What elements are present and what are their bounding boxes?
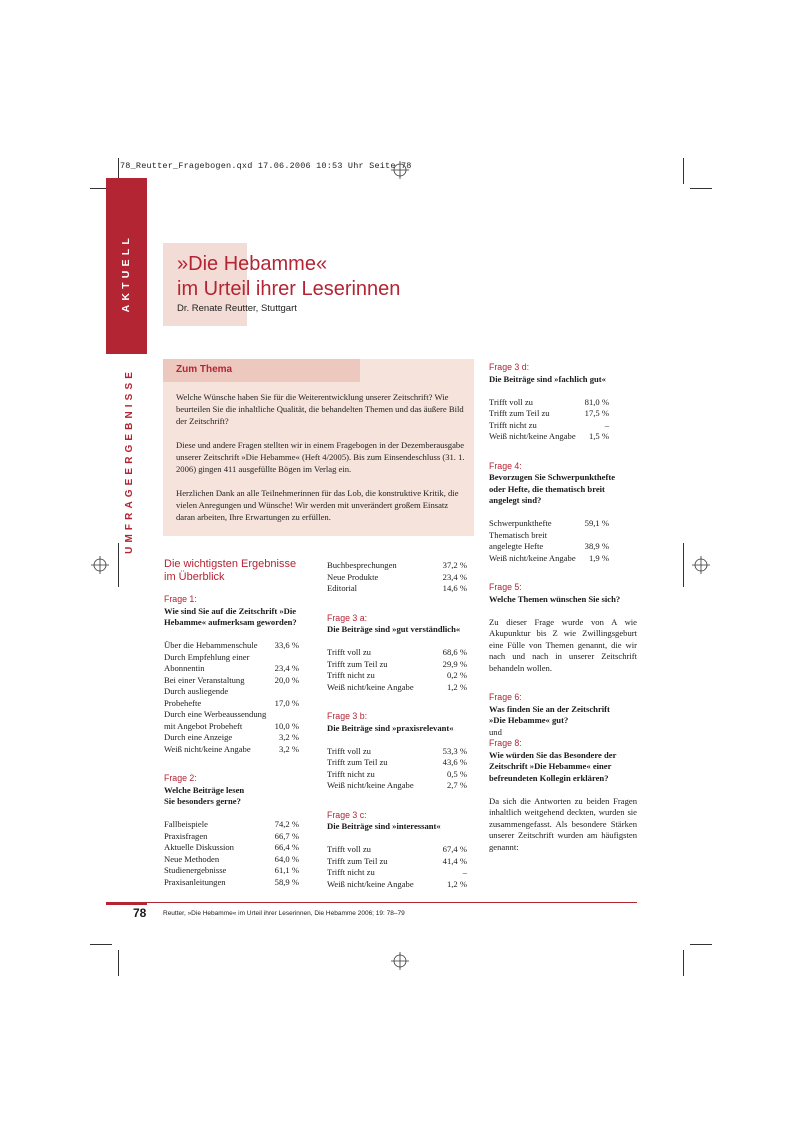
result-label: Aktuelle Diskussion [164,842,234,852]
crop-mark [118,543,119,587]
result-row [164,877,299,889]
result-row [327,856,467,868]
question-text [489,472,637,507]
result-row [164,686,299,698]
result-label: Trifft voll zu [327,647,371,657]
result-label: Weiß nicht/keine Angabe [327,780,414,790]
page-title [177,252,400,302]
result-label: Trifft nicht zu [327,768,375,779]
answer-text: Zu dieser Frage wurde von A wie Akupunktur bis Z wie Zwillingsgeburt eine Fülle von Themen genannt, die wir nach und nach in unserer Zeitschrift behandeln wollen. [489,616,637,673]
result-label: Weiß nicht/keine Angabe [164,743,251,754]
result-label: Trifft nicht zu [489,419,537,430]
result-list [327,746,467,792]
result-row [164,640,299,652]
overview-title [164,558,299,584]
question-text-line: Welche Beiträge lesen [164,784,245,795]
result-value: 17,0 % [274,697,299,708]
result-value: 0,2 % [446,670,467,680]
result-label: Trifft nicht zu [327,867,375,877]
crop-mark [90,944,112,945]
result-label: Bei einer Veranstaltung [164,674,245,685]
result-row [164,819,299,831]
result-row [327,560,467,572]
result-list [489,518,609,564]
result-label: Trifft zum Teil zu [327,658,388,669]
result-label: Durch eine Anzeige [164,732,233,742]
crop-mark [683,950,684,976]
result-row [164,663,299,675]
result-list [489,397,609,443]
result-label: Durch Empfehlung einer [164,651,250,662]
result-label: Trifft zum Teil zu [327,757,388,767]
intro-box-header [163,359,360,382]
result-row [327,583,467,595]
result-row [327,844,467,856]
result-row [489,518,609,530]
result-row [327,659,467,671]
result-label: Praxisanleitungen [164,876,226,887]
result-value: 10,0 % [274,720,299,731]
result-list [164,819,299,888]
result-row [327,572,467,584]
result-row [489,397,609,409]
category-label: UMFRAGEERGEBNISSE [124,368,135,554]
footer-rule [106,902,637,903]
intro-paragraph: Diese und andere Fragen stellten wir in einem Fragebogen in der Dezemberausgabe unserer Zeitschrift »Die Hebamme« (Heft 4/2005). Bis zum Einsendeschluss (31. 1. 2006) gingen 411 ausgefüllte Bögen im Verlag ein. [176,440,465,474]
result-row [164,744,299,756]
result-value: 74,2 % [274,819,299,829]
result-row [489,541,609,553]
result-value: 58,9 % [274,876,299,887]
result-row [327,670,467,682]
question-text-line: Sie besonders gerne? [164,796,241,806]
question-text: Wie sind Sie auf die Zeitschrift »Die Hebamme« aufmerksam geworden? [164,605,297,627]
column-3 [489,362,637,853]
result-label: Trifft voll zu [489,396,533,407]
overview-title-line: im Überblick [164,571,225,583]
result-row [489,420,609,432]
question-label: Frage 3 c: [327,809,367,820]
result-row [164,709,299,721]
result-label: Neue Methoden [164,853,220,864]
result-label: Trifft zum Teil zu [489,408,550,418]
result-label: Trifft nicht zu [327,670,375,680]
question-text: Welche Themen wünschen Sie sich? [489,593,621,604]
registration-mark-icon [391,952,409,970]
result-value: – [604,419,609,430]
result-label: Trifft zum Teil zu [327,855,388,866]
author: Dr. Renate Reutter, Stuttgart [177,303,297,314]
result-label: Neue Produkte [327,571,379,582]
print-slug: 78_Reutter_Fragebogen.qxd 17.06.2006 10:53 Uhr Seite 78 [120,161,412,171]
result-value: 2,7 % [446,780,467,790]
question-text-line: oder Hefte, die thematisch breit [489,483,605,494]
result-list [327,560,467,595]
question-text-line: Bevorzugen Sie Schwerpunkthefte [489,472,616,482]
result-label: Fallbeispiele [164,819,208,829]
question-text [489,704,637,727]
result-value: 38,9 % [584,541,609,551]
result-value: 61,1 % [274,865,299,875]
result-label: Studienergebnisse [164,865,227,875]
result-label: Abonnentin [164,663,205,673]
result-row [327,879,467,891]
result-row [164,652,299,664]
result-label: Durch eine Werbeaussendung [164,709,267,719]
question-label: Frage 3 a: [327,612,368,623]
question-label: Frage 8: [489,738,522,748]
result-value: 14,6 % [442,583,467,593]
result-value: 33,6 % [274,640,299,650]
result-value: 66,4 % [274,842,299,852]
conjunction: und [489,726,502,737]
result-row [164,732,299,744]
result-value: 37,2 % [442,560,467,570]
result-label: Weiß nicht/keine Angabe [327,878,414,889]
question-label: Frage 4: [489,460,522,471]
result-row [327,780,467,792]
result-value: 20,0 % [274,674,299,685]
result-row [327,647,467,659]
result-value: 1,5 % [588,431,609,441]
result-row [164,842,299,854]
result-value: 0,5 % [446,768,467,779]
intro-box [163,359,474,536]
result-value: 41,4 % [442,855,467,866]
result-value: 67,4 % [442,844,467,854]
result-label: Editorial [327,583,358,593]
question-text: Die Beiträge sind »gut verständlich« [327,624,461,634]
question-label: Frage 1: [164,594,197,604]
result-list [327,647,467,693]
result-value: 81,0 % [584,396,609,407]
result-value: 29,9 % [442,658,467,669]
question-label: Frage 3 d: [489,362,530,372]
question-text-line: angelegt sind? [489,495,542,505]
result-label: Über die Hebammenschule [164,640,258,650]
result-value: – [462,867,467,877]
result-value: 23,4 % [442,571,467,582]
result-row [164,675,299,687]
result-row [164,854,299,866]
result-list [164,640,299,755]
result-value: 66,7 % [274,830,299,841]
title-line: im Urteil ihrer Leserinnen [177,278,401,300]
result-row [327,769,467,781]
result-row [489,431,609,443]
result-value: 1,2 % [446,878,467,889]
question-text: Die Beiträge sind »interessant« [327,821,441,831]
crop-mark [683,158,684,184]
question-text: Die Beiträge sind »fachlich gut« [489,373,606,384]
question-text-line: Was finden Sie an der Zeitschrift [489,703,610,714]
result-value: 59,1 % [584,518,609,528]
result-value: 3,2 % [278,743,299,754]
result-label: Buchbesprechungen [327,560,397,570]
result-value: 43,6 % [442,757,467,767]
intro-box-heading: Zum Thema [176,364,233,375]
question-text: Die Beiträge sind »praxisrelevant« [327,722,454,733]
overview-title-line: Die wichtigsten Ergebnisse [164,558,297,570]
result-label: Thematisch breit [489,529,547,540]
intro-paragraph: Herzlichen Dank an alle Teilnehmerinnen für das Lob, die konstruktive Kritik, die vielen Anregungen und Wünsche! Wir werden mit unverändert großem Einsatz daran arbeiten, Ihre Erwartungen zu erfüllen. [176,488,459,522]
result-row [489,408,609,420]
crop-mark [118,950,119,976]
result-label: Weiß nicht/keine Angabe [327,681,414,692]
result-row [327,867,467,879]
result-value: 64,0 % [274,853,299,864]
result-list [327,844,467,890]
section-label: AKTUELL [120,234,132,313]
result-value: 3,2 % [278,732,299,742]
result-label: Schwerpunkthefte [489,518,552,528]
result-label: Trifft voll zu [327,844,371,854]
result-row [164,865,299,877]
answer-text: Da sich die Antworten zu beiden Fragen inhaltlich weitgehend deckten, wurden sie zusammengefasst. Als besondere Stärken unserer Zeitschrift wurden am häufigsten genannt: [489,795,637,852]
result-row [327,746,467,758]
result-value: 1,2 % [446,681,467,692]
footer-citation: Reutter, »Die Hebamme« im Urteil ihrer Leserinnen, Die Hebamme 2006; 19: 78–79 [163,910,405,917]
result-label: Durch ausliegende [164,686,229,696]
page-number: 78 [133,906,147,920]
result-label: Trifft voll zu [327,745,371,756]
crop-mark [683,543,684,587]
result-label: Probehefte [164,697,202,708]
result-row [489,553,609,565]
intro-box-body [176,391,466,535]
result-value: 17,5 % [584,408,609,418]
crop-mark [690,944,712,945]
result-label: Praxisfragen [164,830,208,841]
result-row [327,757,467,769]
result-label: Weiß nicht/keine Angabe [489,552,576,563]
crop-mark [690,188,712,189]
footer-bar [106,902,147,905]
result-label: mit Angebot Probeheft [164,720,243,731]
result-row [489,530,609,542]
intro-paragraph: Welche Wünsche haben Sie für die Weiterentwicklung unserer Zeitschrift? Wie beurteilen Sie die inhaltliche Qualität, die behandelten Themen und das äußere Bild der Zeitschrift? [176,392,464,426]
result-row [164,831,299,843]
result-row [164,698,299,710]
result-value: 53,3 % [442,745,467,756]
registration-mark-icon [391,161,409,179]
registration-mark-icon [692,556,710,574]
question-text-line: »Die Hebamme« gut? [489,715,569,725]
question-label: Frage 2: [164,773,197,783]
registration-mark-icon [91,556,109,574]
result-value: 1,9 % [588,552,609,563]
result-label: angelegte Hefte [489,541,544,551]
result-value: 23,4 % [274,663,299,673]
question-text: Wie würden Sie das Besondere der Zeitschrift »Die Hebamme« einer befreundeten Kollegin erklären? [489,749,617,783]
result-row [164,721,299,733]
result-row [327,682,467,694]
question-label: Frage 6: [489,692,522,702]
question-label: Frage 5: [489,582,522,592]
result-value: 68,6 % [442,647,467,657]
column-2 [327,560,467,890]
title-line: »Die Hebamme« [177,253,328,275]
question-label: Frage 3 b: [327,711,368,721]
question-text [164,785,299,808]
column-1 [164,558,299,888]
result-label: Weiß nicht/keine Angabe [489,431,576,441]
